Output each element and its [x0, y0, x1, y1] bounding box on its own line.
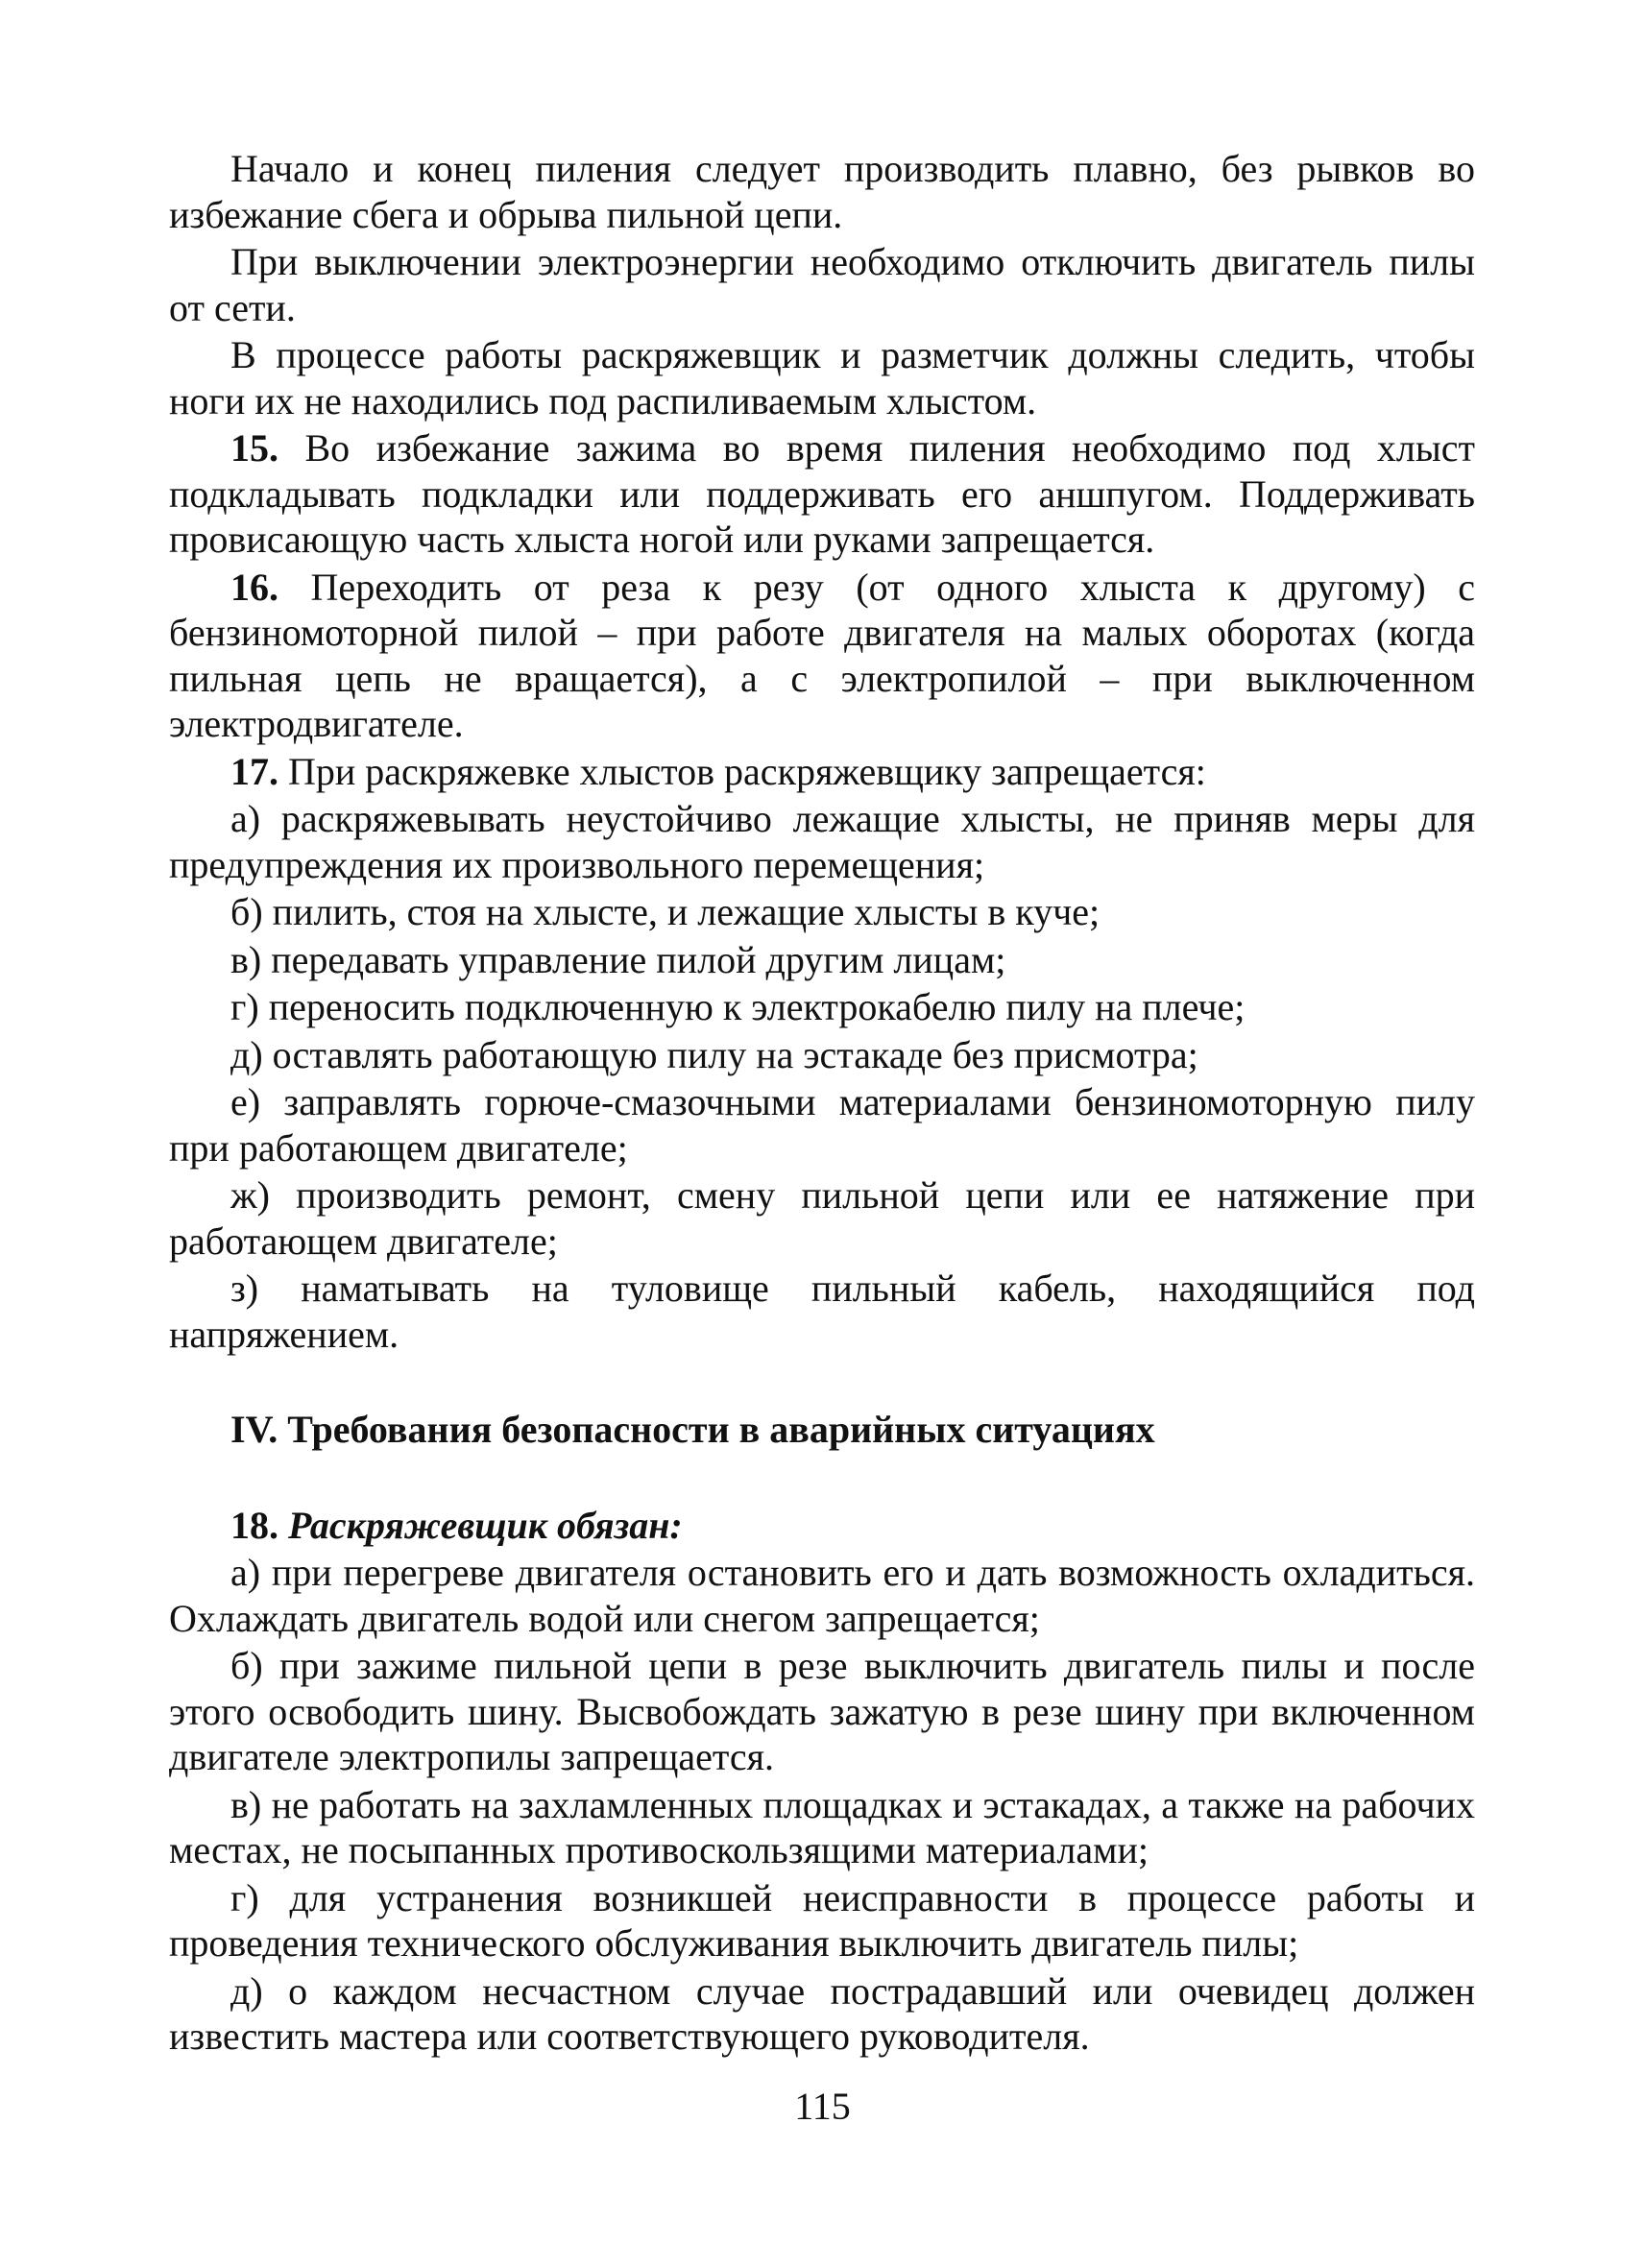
list-item: г) переносить подключенную к электрокабелю пилу на плече; [230, 985, 1246, 1028]
list-item: з) наматывать на туловище пильный кабель, находящийся под напряжением. [169, 1267, 1475, 1356]
item-18 [169, 1503, 1475, 1549]
item-number: 17. [230, 749, 278, 793]
paragraph: Начало и конец пиления следует производить плавно, без рывков во избежание сбега и обрыва пильной цепи. [169, 147, 1475, 236]
list-item: д) о каждом несчастном случае пострадавший или очевидец должен известить мастера или соответствующего руководителя. [169, 1968, 1475, 2058]
item-number: 18. [230, 1503, 278, 1547]
list-item: г) для устранения возникшей неисправности в процессе работы и проведения технического обслуживания выключить двигатель пилы; [169, 1875, 1475, 1965]
list-item: е) заправлять горюче-смазочными материалами бензиномоторную пилу при работающем двигателе; [169, 1080, 1475, 1170]
item-number: 16. [230, 565, 278, 609]
item-16 [169, 565, 1475, 747]
item-number: 15. [230, 426, 278, 470]
item-15 [169, 425, 1475, 563]
section-heading: IV. Требования безопасности в аварийных ситуациях [230, 1408, 1155, 1451]
list-item: б) пилить, стоя на хлысте, и лежащие хлысты в куче; [230, 890, 1101, 933]
list-item: д) оставлять работающую пилу на эстакаде без присмотра; [230, 1032, 1198, 1076]
paragraph: При выключении электроэнергии необходимо отключить двигатель пилы от сети. [169, 240, 1475, 329]
item-17 [169, 749, 1475, 795]
list-item: а) раскряжевывать неустойчиво лежащие хлысты, не приняв меры для предупреждения их произвольного перемещения; [169, 797, 1475, 886]
item-title: Раскряжевщик обязан: [288, 1503, 683, 1547]
page-number: 115 [794, 2085, 851, 2128]
list-item: в) передавать управление пилой другим лицам; [230, 937, 1006, 981]
list-item: ж) производить ремонт, смену пильной цепи или ее натяжение при работающем двигателе; [169, 1173, 1475, 1263]
body-text [169, 146, 1475, 2060]
item-text: Во избежание зажима во время пиления необходимо под хлыст подкладывать подкладки или поддерживать его аншпугом. Поддерживать провисающую часть хлыста ногой или руками запрещается. [169, 426, 1475, 561]
list-item: а) при перегреве двигателя остановить его и дать возможность охладиться. Охлаждать двигатель водой или снегом запрещается; [169, 1551, 1475, 1640]
item-text: При раскряжевке хлыстов раскряжевщику запрещается: [278, 749, 1206, 793]
list-item: б) при зажиме пильной цепи в резе выключить двигатель пилы и после этого освободить шину. Высвобождать зажатую в резе шину при включенном двигателе электропилы запрещается. [169, 1644, 1475, 1778]
list-item: в) не работать на захламленных площадках и эстакадах, а также на рабочих местах, не посыпанных противоскользящими материалами; [169, 1782, 1475, 1871]
item-text: Переходить от реза к резу (от одного хлыста к другому) с бензиномоторной пилой – при работе двигателя на малых оборотах (когда пильная цепь не вращается), а с электропилой – при выключенном электродвигателе. [169, 565, 1475, 745]
paragraph: В процессе работы раскряжевщик и разметчик должны следить, чтобы ноги их не находились под распиливаемым хлыстом. [169, 333, 1475, 422]
